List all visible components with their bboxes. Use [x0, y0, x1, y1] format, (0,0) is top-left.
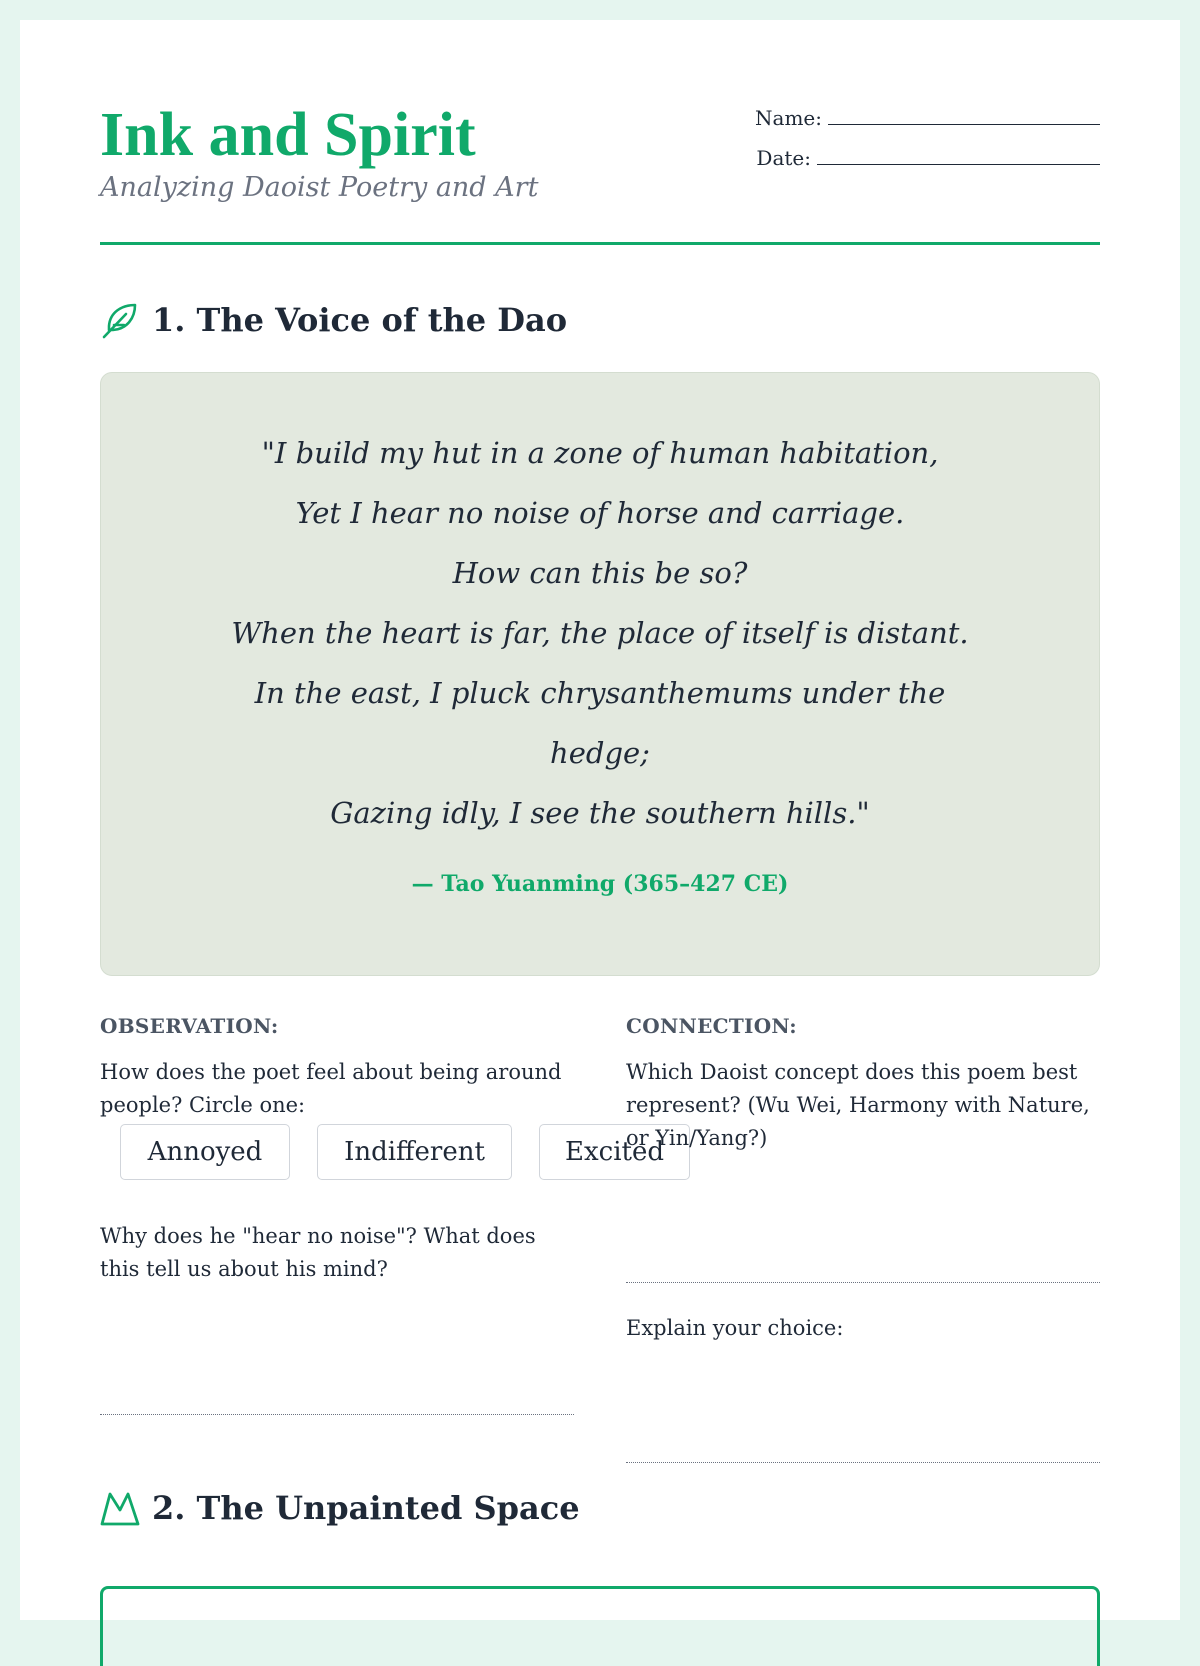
observation-question-2: Why does he "hear no noise"? What does this tell us about his mind? [100, 1224, 536, 1281]
explanation-answer-line[interactable] [626, 1462, 1100, 1463]
poem-box [100, 372, 1100, 976]
connection-question-2: Explain your choice: [626, 1316, 844, 1340]
observation-label: OBSERVATION: [100, 1014, 279, 1038]
worksheet-page [20, 20, 1180, 1620]
name-field[interactable] [755, 104, 1100, 131]
page-subtitle: Analyzing Daoist Poetry and Art [100, 172, 539, 203]
poem-line: "I build my hut in a zone of human habitation, [261, 436, 939, 470]
section-2-title: 2. The Unpainted Space [152, 1489, 580, 1527]
name-label: Name: [755, 106, 822, 130]
feather-icon [100, 300, 140, 340]
choice-indifferent-button[interactable]: Indifferent [317, 1124, 512, 1180]
mountain-icon [100, 1488, 140, 1528]
connection-label: CONNECTION: [626, 1014, 797, 1038]
poem-line: How can this be so? [452, 556, 748, 590]
poem-line: Gazing idly, I see the southern hills." [330, 796, 870, 830]
connection-answer-line[interactable] [626, 1282, 1100, 1283]
observation-answer-line[interactable] [100, 1414, 574, 1415]
poem-line: In the east, I pluck chrysanthemums under the [254, 676, 946, 710]
poem-line: Yet I hear no noise of horse and carriage. [295, 496, 905, 530]
poem-line: When the heart is far, the place of itself is distant. [231, 616, 969, 650]
page-title: Ink and Spirit [100, 101, 476, 169]
section-1-title: 1. The Voice of the Dao [152, 301, 568, 339]
date-label: Date: [756, 146, 811, 170]
observation-question-1: How does the poet feel about being around people? Circle one: [100, 1060, 562, 1117]
section-2-content-box [100, 1586, 1100, 1666]
choice-annoyed-button[interactable]: Annoyed [120, 1124, 290, 1180]
date-blank-line[interactable] [817, 144, 1100, 165]
poem-line: hedge; [550, 736, 650, 770]
connection-question-1: Which Daoist concept does this poem best represent? (Wu Wei, Harmony with Nature, or Yin/Yang?) [626, 1060, 1090, 1150]
poem-text [101, 423, 1099, 843]
date-field[interactable] [756, 144, 1100, 171]
choice-excited-button[interactable]: Excited [539, 1124, 690, 1180]
poem-attribution: — Tao Yuanming (365–427 CE) [411, 871, 789, 897]
worksheet-header [100, 20, 1100, 245]
name-blank-line[interactable] [828, 104, 1100, 125]
